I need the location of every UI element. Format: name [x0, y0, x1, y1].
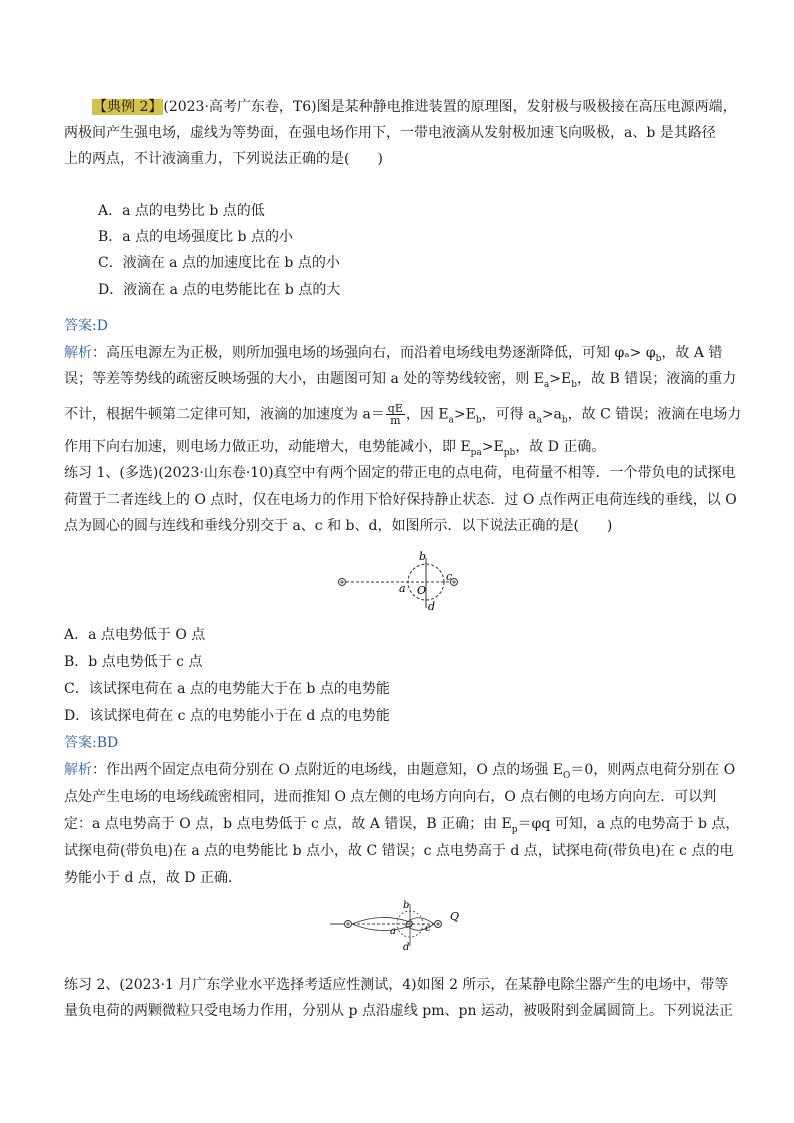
practice1-analysis-line2: 点处产生电场的电场线疏密相同，进而推知 O 点左侧的电场方向向右，O 点右侧的电场方向向左．可以判 [64, 789, 717, 805]
svg-text:O: O [405, 920, 414, 931]
figure-two-charges-circle [330, 548, 470, 614]
practice1-line2: 荷置于二者连线上的 O 点时，仅在电场力的作用下恰好保持静止状态．过 O 点作两正电荷连线的垂线，以 O [64, 492, 737, 508]
practice1-option-d: D．该试探电荷在 c 点的电势能小于在 d 点的电势能 [64, 708, 390, 724]
practice2-line1: 练习 2、(2023·1 月广东学业水平选择考适应性测试，4)如图 2 所示，在某静电除尘器产生的电场中，带等 [64, 977, 729, 993]
practice1-option-c: C．该试探电荷在 a 点的电势能大于在 b 点的电势能 [64, 681, 390, 697]
svg-text:b: b [403, 900, 410, 911]
svg-text:Q: Q [450, 910, 460, 923]
example2-option-b: B．a 点的电场强度比 b 点的小 [98, 229, 293, 245]
practice1-analysis-line1: 解析：作出两个固定点电荷分别在 O 点附近的电场线，由题意知，O 点的场强 $E_O=0$，则两点电荷分别在 O [64, 762, 736, 781]
practice1-answer: 答案:BD [64, 735, 119, 751]
practice1-line1: 练习 1、(多选)(2023·山东卷·10)真空中有两个固定的带正电的点电荷，电荷量不相等．一个带负电的试探电 [64, 465, 736, 481]
svg-text:c: c [425, 923, 431, 934]
svg-text:O: O [417, 584, 427, 597]
example2-line3: 上的两点，不计液滴重力，下列说法正确的是( ) [64, 151, 383, 167]
example2-line2: 两极间产生强电场，虚线为等势面，在强电场作用下，一带电液滴从发射极加速飞向吸极，a、b 是其路径 [64, 125, 716, 141]
example2-option-d: D．液滴在 a 点的电势能比在 b 点的大 [98, 282, 341, 298]
svg-text:a: a [399, 582, 406, 595]
svg-text:b: b [419, 550, 427, 563]
svg-text:c: c [446, 570, 453, 583]
practice1-option-a: A．a 点电势低于 O 点 [64, 627, 206, 643]
example2-analysis-line4: 作用下向右加速，则电场力做正功，动能增大，电势能减小，即 $E_{pa}>E_{pb}$，故 D 正确。 [64, 439, 606, 458]
practice1-line3: 点为圆心的圆与连线和垂线分别交于 a、c 和 b、d，如图所示．以下说法正确的是( ) [64, 518, 613, 534]
practice1-analysis-line3: 定：a 点电势高于 O 点，b 点电势低于 c 点，故 A 错误，B 正确；由 $E_p=\varphi q$ 可知，a 点的电势高于 b 点， [64, 816, 740, 835]
example2-answer: 答案:D [64, 318, 108, 334]
practice1-option-b: B．b 点电势低于 c 点 [64, 654, 203, 670]
practice1-analysis-line4: 试探电荷(带负电)在 a 点的电势能比 b 点小，故 C 错误；c 点电势高于 d 点，试探电荷(带负电)在 c 点的电 [64, 843, 734, 859]
example-tag: 【典例 2】 [93, 99, 163, 115]
practice1-analysis-line5: 势能小于 d 点，故 D 正确． [64, 870, 242, 886]
example2-line1: 【典例 2】(2023·高考广东卷，T6)图是某种静电推进装置的原理图，发射极与吸极接在高压电源两端， [93, 99, 737, 115]
example2-analysis-line1: 解析：高压电源左为正极，则所加强电场的场强向右，而沿着电场线电势逐渐降低，可知 $\varphi_a> \varphi_b$，故 A 错 [64, 345, 723, 364]
fraction-qE-over-m: $\frac{qE}{m}$ [387, 402, 403, 427]
example2-option-a: A．a 点的电势比 b 点的低 [98, 203, 265, 219]
svg-text:d: d [428, 600, 436, 613]
figure-field-lines [326, 896, 466, 952]
svg-text:d: d [403, 942, 410, 952]
practice2-line2: 量负电荷的两颗微粒只受电场力作用，分别从 p 点沿虚线 pm、pn 运动，被吸附到金属圆筒上。下列说法正 [64, 1003, 733, 1019]
example2-analysis-line3: 不计，根据牛顿第二定律可知，液滴的加速度为 a＝ $\frac{qE}{m}$ ，因 $E_a>E_b$，可得 $a_a>a_b$，故 C 错误；液滴在电场力 [64, 402, 742, 427]
example2-option-c: C．液滴在 a 点的加速度比在 b 点的小 [98, 255, 340, 271]
svg-text:a: a [390, 926, 396, 937]
example2-analysis-line2: 误；等差等势线的疏密反映场强的大小，由题图可知 a 处的等势线较密，则 $E_a>E_b$，故 B 错误；液滴的重力 [64, 371, 737, 390]
